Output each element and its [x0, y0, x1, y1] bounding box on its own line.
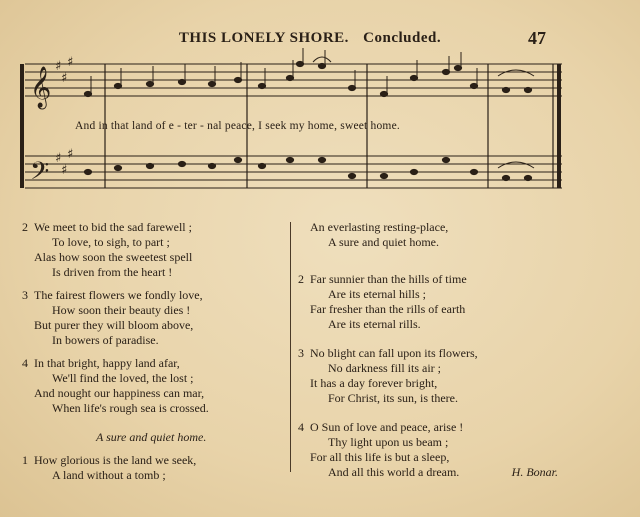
svg-text:♯: ♯: [67, 147, 74, 162]
second-hymn-stanza-1: 1 How glorious is the land we seek, A land without a tomb ;: [22, 453, 197, 482]
svg-text:♯: ♯: [61, 163, 68, 178]
music-lyric: And in that land of e - ter - nal peace, I seek my home, sweet home.: [75, 120, 400, 132]
svg-text:♯: ♯: [67, 55, 74, 70]
right-column: [298, 220, 608, 488]
svg-text:♯: ♯: [55, 59, 62, 74]
hymn-subtitle: Concluded.: [363, 30, 442, 46]
final-barline: [557, 64, 561, 188]
svg-text:♯: ♯: [61, 71, 68, 86]
right-stanza-2: 2 Far sunnier than the hills of time Are its eternal hills ; Far fresher than the rills of earth Are its eternal rills.: [298, 272, 467, 331]
svg-text:♯: ♯: [55, 151, 62, 166]
second-hymn-title: A sure and quiet home.: [96, 430, 207, 444]
key-signature-sharps: [55, 55, 73, 178]
author-credit: H. Bonar.: [511, 465, 558, 479]
left-column: [22, 220, 284, 491]
system-brace: [20, 64, 24, 188]
stanza-3: 3 The fairest flowers we fondly love, How soon their beauty dies ! But purer they will bloom above, In bowers of paradise.: [22, 288, 203, 347]
page-number: 47: [528, 28, 546, 48]
column-divider: [290, 222, 291, 472]
right-stanza-4: 4 O Sun of love and peace, arise ! Thy light upon us beam ; For all this life is but a sleep, And all this world a dream. H. Bonar.: [298, 420, 558, 479]
stanza-2: 2 We meet to bid the sad farewell ; To love, to sigh, to part ; Alas how soon the sweetest spell Is driven from the heart !: [22, 220, 193, 279]
fermata-and-slurs: [313, 57, 534, 168]
stanza-4: 4 In that bright, happy land afar, We'll find the loved, the lost ; And nought our happiness can mar, When life's rough sea is crossed.: [22, 356, 209, 415]
music-score: [0, 0, 640, 210]
stanza-1-continuation: An everlasting resting-place, A sure and quiet home.: [310, 220, 449, 249]
bass-clef-icon: 𝄢: [30, 157, 50, 192]
right-stanza-3: 3 No blight can fall upon its flowers, No darkness fill its air ; It has a day forever bright, For Christ, its sun, is there.: [298, 346, 478, 405]
hymn-title: THIS LONELY SHORE.: [178, 30, 349, 46]
treble-clef-icon: 𝄞: [30, 67, 52, 108]
bass-notes: [84, 157, 531, 180]
